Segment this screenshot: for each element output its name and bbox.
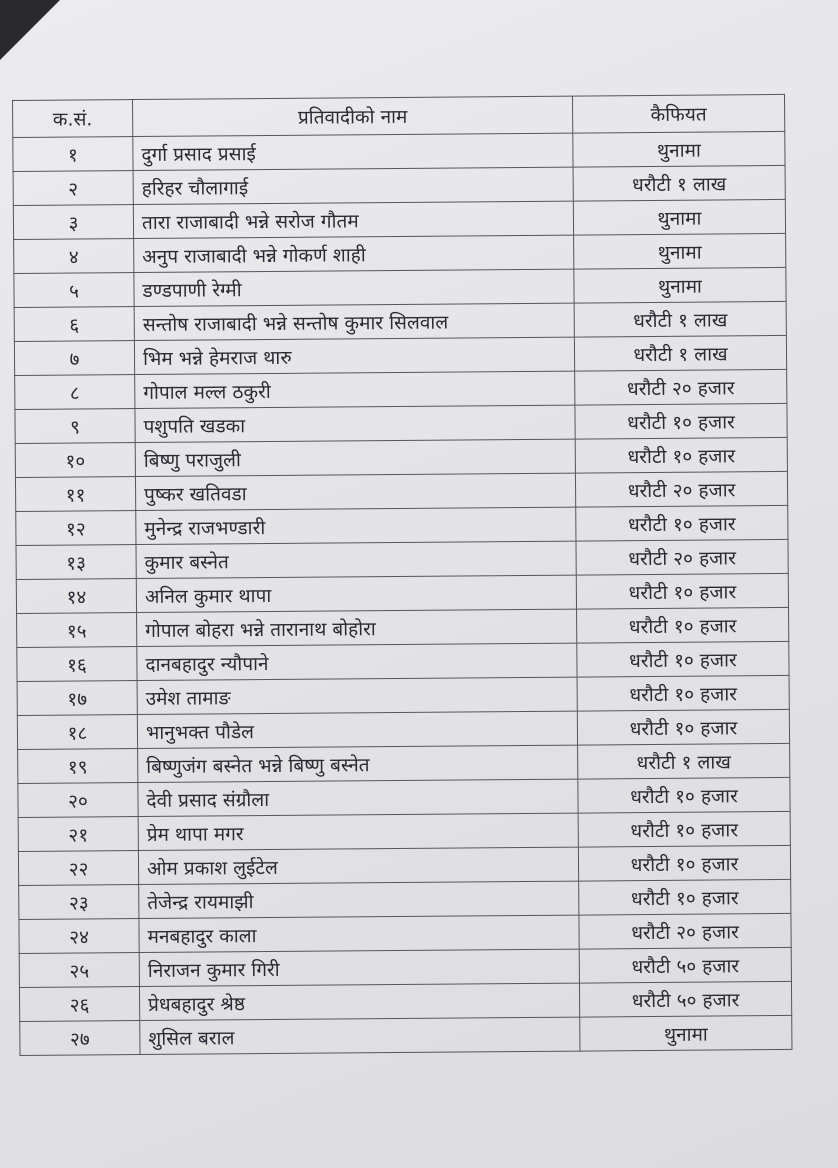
remark-cell: धरौटी १ लाख: [573, 165, 785, 201]
defendant-name-cell: डण्डपाणी रेग्मी: [134, 269, 574, 306]
defendants-table: [12, 94, 792, 1056]
defendant-name-cell: तारा राजाबादी भन्ने सरोज गौतम: [133, 201, 573, 238]
dark-corner: [0, 0, 60, 60]
remark-cell: धरौटी २० हजार: [575, 471, 787, 507]
remark-cell: धरौटी २० हजार: [579, 913, 791, 949]
serial-number-cell: १६: [17, 647, 137, 682]
serial-number-cell: १३: [16, 545, 136, 580]
remark-cell: थुनामा: [574, 267, 786, 303]
defendant-name-cell: तेजेन्द्र रायमाझी: [139, 881, 579, 918]
defendant-name-cell: गोपाल बोहरा भन्ने तारानाथ बोहोरा: [137, 609, 577, 646]
defendant-name-cell: बिष्णु पराजुली: [135, 439, 575, 476]
defendant-name-cell: अनिल कुमार थापा: [136, 575, 576, 612]
defendant-name-cell: सन्तोष राजाबादी भन्ने सन्तोष कुमार सिलवाल: [134, 303, 574, 340]
remark-cell: धरौटी १० हजार: [576, 505, 788, 541]
serial-number-cell: १५: [17, 613, 137, 648]
serial-number-cell: ३: [13, 205, 133, 240]
defendant-name-cell: ओम प्रकाश लुईटेल: [138, 847, 578, 884]
defendant-name-cell: गोपाल मल्ल ठकुरी: [135, 371, 575, 408]
serial-number-cell: ६: [14, 307, 134, 342]
remark-cell: थुनामा: [580, 1015, 792, 1051]
serial-number-cell: ९: [15, 409, 135, 444]
remark-cell: धरौटी १० हजार: [578, 777, 790, 813]
remark-cell: थुनामा: [573, 199, 785, 235]
defendant-name-cell: मुनेन्द्र राजभण्डारी: [136, 507, 576, 544]
defendant-name-cell: दानबहादुर न्यौपाने: [137, 643, 577, 680]
printed-sheet: [12, 94, 791, 1056]
defendant-name-cell: पशुपति खडका: [135, 405, 575, 442]
serial-number-cell: १९: [18, 749, 138, 784]
remark-cell: धरौटी १ लाख: [574, 335, 786, 371]
serial-number-cell: ११: [15, 477, 135, 512]
defendant-name-cell: भानुभक्त पौडेल: [137, 711, 577, 748]
remark-cell: धरौटी १० हजार: [576, 573, 788, 609]
remark-cell: धरौटी २० हजार: [575, 369, 787, 405]
remark-cell: धरौटी २० हजार: [576, 539, 788, 575]
remark-cell: थुनामा: [573, 131, 785, 167]
remark-cell: धरौटी १० हजार: [578, 845, 790, 881]
remark-cell: धरौटी १० हजार: [578, 811, 790, 847]
serial-number-cell: २१: [18, 817, 138, 852]
serial-number-cell: १०: [15, 443, 135, 478]
serial-number-cell: २३: [19, 885, 139, 920]
defendant-name-cell: देवी प्रसाद संग्रौला: [138, 779, 578, 816]
serial-number-cell: २७: [20, 1021, 140, 1056]
serial-number-cell: २: [13, 171, 133, 206]
serial-number-cell: १७: [17, 681, 137, 716]
defendant-name-cell: बिष्णुजंग बस्नेत भन्ने बिष्णु बस्नेत: [138, 745, 578, 782]
defendant-name-cell: पुष्कर खतिवडा: [135, 473, 575, 510]
defendant-name-cell: शुसिल बराल: [140, 1017, 580, 1054]
remark-cell: धरौटी १० हजार: [575, 403, 787, 439]
remark-cell: धरौटी १ लाख: [574, 301, 786, 337]
defendant-name-cell: उमेश तामाङ: [137, 677, 577, 714]
defendant-name-cell: दुर्गा प्रसाद प्रसाई: [133, 133, 573, 170]
defendant-name-cell: भिम भन्ने हेमराज थारु: [134, 337, 574, 374]
remark-cell: थुनामा: [574, 233, 786, 269]
serial-number-cell: ७: [14, 341, 134, 376]
serial-number-cell: १४: [16, 579, 136, 614]
remark-cell: धरौटी १० हजार: [577, 709, 789, 745]
serial-number-cell: ४: [14, 239, 134, 274]
serial-number-cell: २०: [18, 783, 138, 818]
table-header-row: [13, 94, 785, 137]
remark-cell: धरौटी १० हजार: [575, 437, 787, 473]
defendant-name-cell: प्रेधबहादुर श्रेष्ठ: [139, 983, 579, 1020]
remark-cell: धरौटी १० हजार: [579, 879, 791, 915]
serial-number-cell: ५: [14, 273, 134, 308]
serial-number-cell: २२: [18, 851, 138, 886]
header-serial-number: क.सं.: [13, 100, 133, 138]
table-row: [20, 1015, 792, 1055]
serial-number-cell: २६: [19, 987, 139, 1022]
serial-number-cell: १: [13, 137, 133, 172]
defendant-name-cell: प्रेम थापा मगर: [138, 813, 578, 850]
remark-cell: धरौटी ५० हजार: [579, 981, 791, 1017]
serial-number-cell: २४: [19, 919, 139, 954]
serial-number-cell: १२: [16, 511, 136, 546]
remark-cell: धरौटी १० हजार: [577, 675, 789, 711]
remark-cell: धरौटी १ लाख: [578, 743, 790, 779]
defendant-name-cell: अनुप राजाबादी भन्ने गोकर्ण शाही: [134, 235, 574, 272]
serial-number-cell: १८: [17, 715, 137, 750]
header-remarks: कैफियत: [572, 94, 784, 133]
remark-cell: धरौटी १० हजार: [577, 607, 789, 643]
remark-cell: धरौटी १० हजार: [577, 641, 789, 677]
serial-number-cell: २५: [19, 953, 139, 988]
defendant-name-cell: मनबहादुर काला: [139, 915, 579, 952]
defendant-name-cell: कुमार बस्नेत: [136, 541, 576, 578]
defendant-name-cell: हरिहर चौलागाई: [133, 167, 573, 204]
header-defendant-name: प्रतिवादीको नाम: [133, 96, 573, 136]
serial-number-cell: ८: [15, 375, 135, 410]
defendant-name-cell: निराजन कुमार गिरी: [139, 949, 579, 986]
remark-cell: धरौटी ५० हजार: [579, 947, 791, 983]
